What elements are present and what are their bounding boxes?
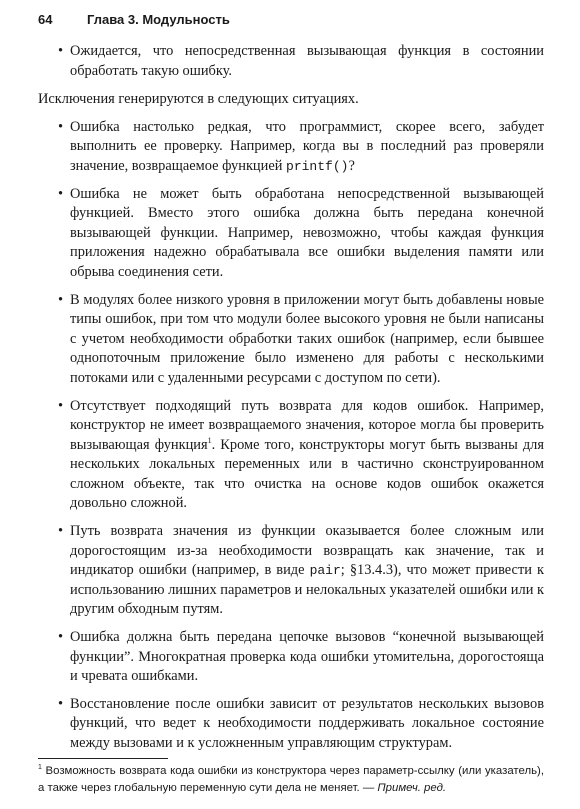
- footnote-mark: 1: [38, 764, 42, 772]
- editor-note: Примеч. ред.: [377, 782, 447, 794]
- footnote-text: Возможность возврата кода ошибки из конструктора через параметр-ссылку (или указатель), а также через глобальную переменную сути дела не меняет. —: [38, 765, 544, 794]
- bullet-tail: ?: [348, 157, 355, 174]
- bullet-item-1: [38, 118, 544, 177]
- footnote: [38, 763, 544, 797]
- code-printf: printf(): [286, 158, 349, 174]
- bullet-item-3: • В модулях более низкого уровня в приложении могут быть добавлены новые типы ошибок, при том что модули более высокого уровня не были написаны с учетом необходимости обработки таких ошибок (например, если бывшее однопоточным приложение было изменено для работы с несколькими потоками или с удаленными ресурсами с доступом по сети).: [38, 291, 544, 389]
- footnote-divider: [38, 758, 168, 759]
- bullet-tail: . Кроме того, конструкторы могут быть вызваны для нескольких локальных переменных или в частично сконструированном сложном объекте, так что очистка на основе кодов ошибок окажется довольно сложной.: [70, 436, 544, 512]
- bullet-text: Отсутствует подходящий путь возврата для кодов ошибок. Например, конструктор не имеет возвращаемого значения, которое могла бы проверить вызывающая функция: [70, 397, 544, 453]
- page-number: 64: [38, 12, 53, 27]
- bullet-item-6: • Ошибка должна быть передана цепочке вызовов “конечной вызывающей функции”. Многократная проверка кода ошибки утомительна, дорогостояща и чревата ошибками.: [38, 628, 544, 687]
- bullet-text: Путь возврата значения из функции оказывается более сложным или дорогостоящим из-за необходимости возвращать как значение, так и индикатор ошибки (например, в виде: [70, 523, 544, 579]
- chapter-title: Глава 3. Модульность: [87, 12, 230, 27]
- page-body: [38, 42, 544, 754]
- code-pair: pair: [309, 563, 341, 579]
- bullet-item-0: • Ожидается, что непосредственная вызывающая функция в состоянии обработать такую ошибку.: [38, 42, 544, 81]
- running-header: [38, 12, 230, 27]
- footnote-reference: 1: [207, 435, 212, 445]
- bullet-text: Ошибка настолько редкая, что программист, скорее всего, забудет выполнить ее проверку. Например, когда вы в последний раз проверяли значение, возвращаемое функцией: [70, 118, 544, 174]
- bullet-item-7: • Восстановление после ошибки зависит от результатов нескольких вызовов функций, что ведет к необходимости поддерживать локальное состояние между вызовами и к усложненным управляющим структурам.: [38, 695, 544, 754]
- intro-paragraph: Исключения генерируются в следующих ситуациях.: [38, 91, 359, 108]
- bullet-item-2: • Ошибка не может быть обработана непосредственной вызывающей функцией. Вместо этого ошибка должна быть передана конечной вызывающей функции. Например, невозможно, чтобы каждая функция приложения надежно обрабатывала все ошибки выделения памяти или обрыва соединения сети.: [38, 185, 544, 283]
- bullet-item-5: [38, 522, 544, 620]
- bullet-item-4: [38, 397, 544, 515]
- bullet-tail: ; §13.4.3), что может привести к использованию лишних параметров и нелокальных указателей ошибки или к другим обходным путям.: [70, 562, 544, 618]
